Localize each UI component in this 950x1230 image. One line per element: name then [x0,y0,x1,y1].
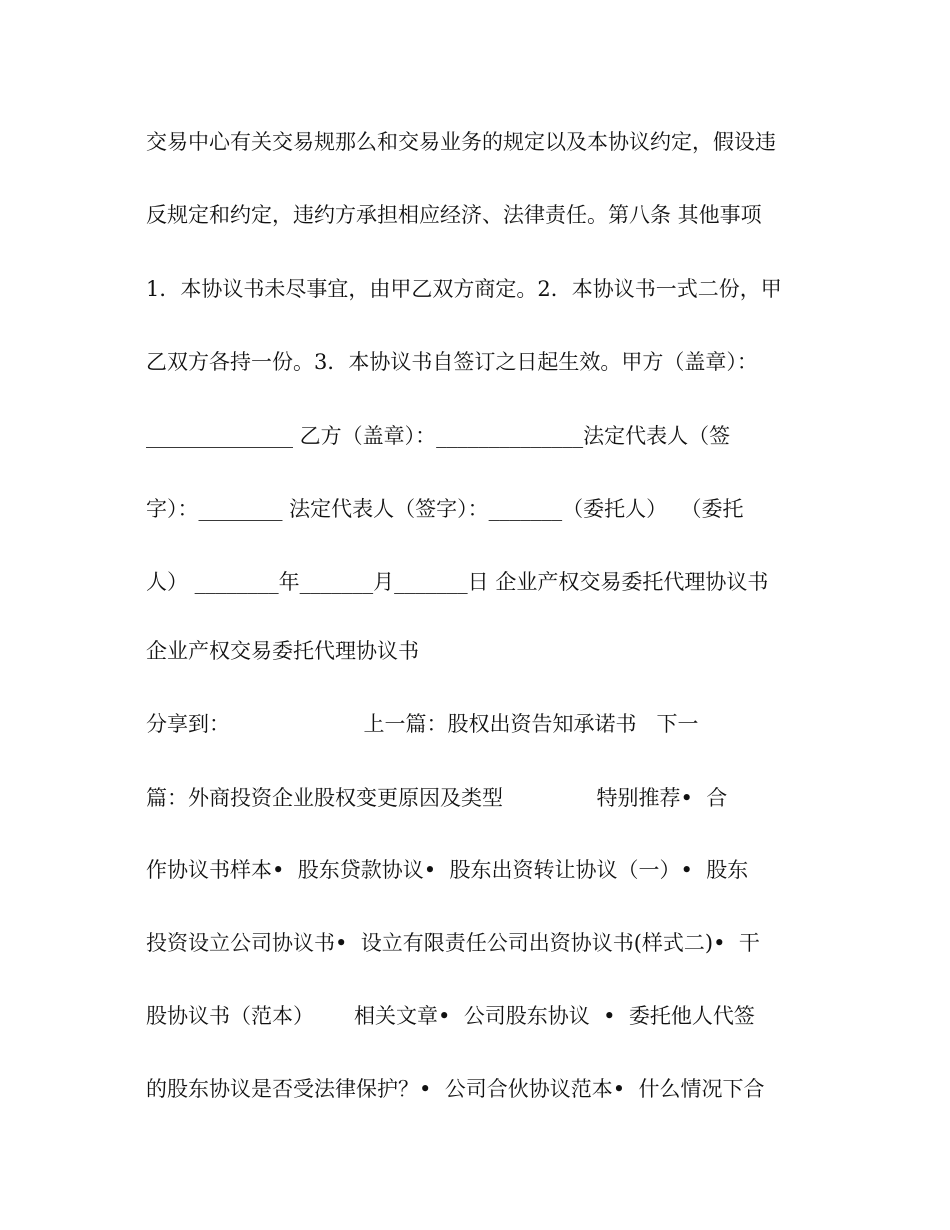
text-line: 1．本协议书未尽事宜，由甲乙双方商定。2．本协议书一式二份，甲 [146,277,782,301]
related-articles-line: 的股东协议是否受法律保护？• 公司合伙协议范本• 什么情况下合 [146,1077,765,1101]
text-line: 乙双方各持一份。3．本协议书自签订之日起生效。甲方（盖章）： [146,350,758,374]
related-articles-line: 股协议书（范本） 相关文章• 公司股东协议 • 委托他人代签 [146,1004,755,1028]
recommend-list-line: 作协议书样本• 股东贷款协议• 股东出资转让协议（一）• 股东 [146,858,749,882]
signature-line: 字）：________ 法定代表人（签字）：_______（委托人） （委托 [146,497,744,521]
recommend-list-line: 投资设立公司协议书• 设立有限责任公司出资协议书(样式二)• 干 [146,931,760,955]
navigation-recommend-line: 篇：外商投资企业股权变更原因及类型 特别推荐• 合 [146,786,728,810]
text-line: 反规定和约定，违约方承担相应经济、法律责任。第八条 其他事项 [146,203,762,227]
date-line: 人） ________年_______月_______日 企业产权交易委托代理协议书 [146,570,769,594]
document-title-line: 企业产权交易委托代理协议书 [146,639,419,663]
signature-line: ______________ 乙方（盖章）：______________法定代表人（签 [146,424,731,448]
share-navigation-line: 分享到： 上一篇：股权出资告知承诺书 下一 [146,712,699,736]
text-line: 交易中心有关交易规那么和交易业务的规定以及本协议约定，假设违 [146,130,776,154]
